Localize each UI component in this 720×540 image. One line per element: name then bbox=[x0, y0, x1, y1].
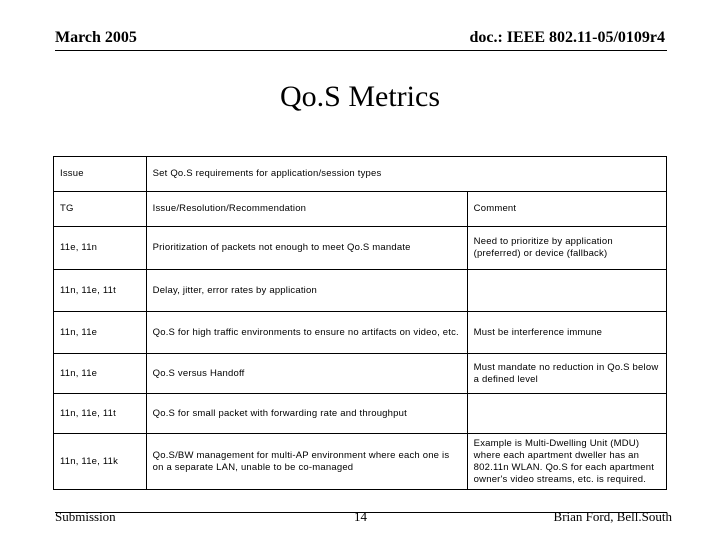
table-cell: 11n, 11e, 11t bbox=[54, 270, 147, 312]
header-rule bbox=[55, 50, 667, 51]
table-cell: TG bbox=[54, 192, 147, 227]
table-row bbox=[54, 227, 667, 270]
table-cell: Qo.S/BW management for multi-AP environment where each one is on a separate LAN, unable to be co-managed bbox=[146, 434, 467, 490]
table-cell: Set Qo.S requirements for application/session types bbox=[146, 157, 666, 192]
table-cell: Qo.S for small packet with forwarding rate and throughput bbox=[146, 394, 467, 434]
footer-author: Brian Ford, Bell.South bbox=[553, 509, 672, 524]
metrics-table bbox=[53, 156, 667, 490]
table-cell: Issue/Resolution/Recommendation bbox=[146, 192, 467, 227]
header-date: March 2005 bbox=[55, 29, 137, 46]
table-cell: 11n, 11e bbox=[54, 312, 147, 354]
footer-submission: Submission bbox=[55, 509, 116, 524]
table-cell: 11e, 11n bbox=[54, 227, 147, 270]
table-row bbox=[54, 157, 667, 192]
header-doc-id: doc.: IEEE 802.11-05/0109r4 bbox=[469, 29, 665, 46]
table-cell: Comment bbox=[467, 192, 666, 227]
table-cell: Must mandate no reduction in Qo.S below a defined level bbox=[467, 354, 666, 394]
table-row bbox=[54, 354, 667, 394]
table-cell: Need to prioritize by application (preferred) or device (fallback) bbox=[467, 227, 666, 270]
table-cell: Delay, jitter, error rates by application bbox=[146, 270, 467, 312]
footer-page-number: 14 bbox=[354, 509, 367, 524]
table-row bbox=[54, 434, 667, 490]
table-cell: 11n, 11e bbox=[54, 354, 147, 394]
table-cell: 11n, 11e, 11t bbox=[54, 394, 147, 434]
table-row bbox=[54, 192, 667, 227]
table-cell bbox=[467, 394, 666, 434]
table-row bbox=[54, 312, 667, 354]
table-cell: Example is Multi-Dwelling Unit (MDU) where each apartment dweller has an 802.11n WLAN. Qo.S for each apartment owner's video streams, etc. is required. bbox=[467, 434, 666, 490]
table-row bbox=[54, 394, 667, 434]
table-row bbox=[54, 270, 667, 312]
table-cell: Qo.S for high traffic environments to ensure no artifacts on video, etc. bbox=[146, 312, 467, 354]
table-cell: 11n, 11e, 11k bbox=[54, 434, 147, 490]
table-cell: Qo.S versus Handoff bbox=[146, 354, 467, 394]
table-cell: Issue bbox=[54, 157, 147, 192]
table-cell bbox=[467, 270, 666, 312]
table-cell: Must be interference immune bbox=[467, 312, 666, 354]
table-cell: Prioritization of packets not enough to meet Qo.S mandate bbox=[146, 227, 467, 270]
page-title: Qo.S Metrics bbox=[280, 80, 440, 113]
